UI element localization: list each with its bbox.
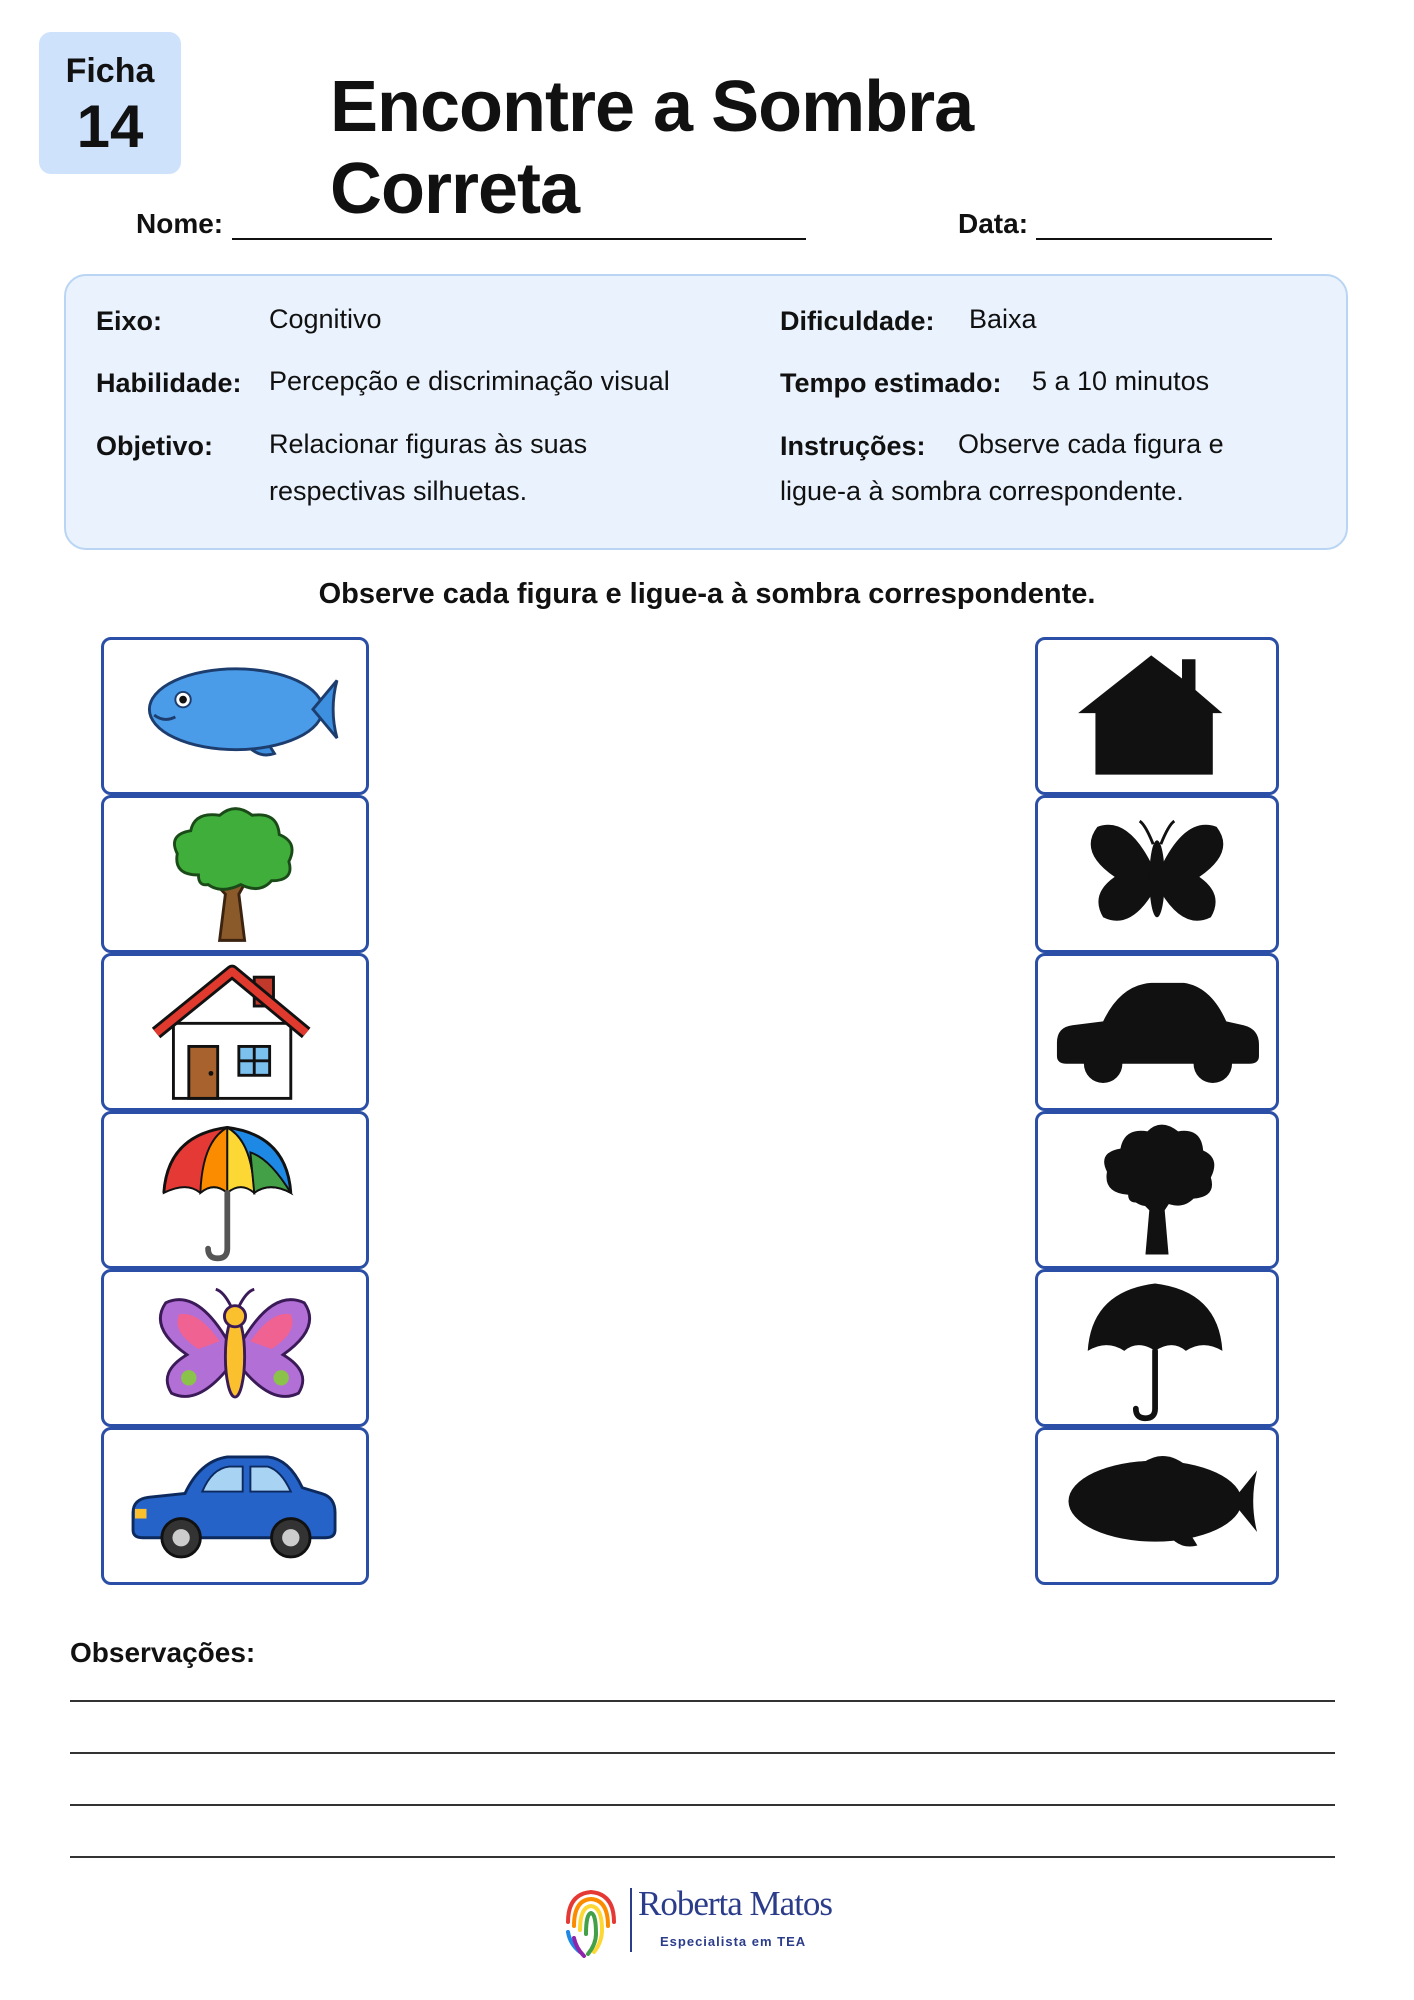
- badge-label: Ficha: [65, 52, 155, 90]
- observacoes-label: Observações:: [70, 1637, 256, 1668]
- fish-shadow-icon: [1038, 1430, 1276, 1582]
- logo-divider: [630, 1888, 632, 1952]
- observacoes-line[interactable]: [70, 1856, 1335, 1858]
- dificuldade-label: Dificuldade:: [780, 306, 935, 336]
- tempo-value: 5 a 10 minutos: [1032, 366, 1210, 396]
- house-icon: [104, 956, 366, 1108]
- habilidade-value: Percepção e discriminação visual: [269, 366, 670, 396]
- shadow-card-umbrella[interactable]: [1035, 1269, 1279, 1427]
- house-shadow-icon: [1038, 640, 1276, 792]
- figure-card-butterfly[interactable]: [101, 1269, 369, 1427]
- tempo-label: Tempo estimado:: [780, 368, 1002, 398]
- date-label: Data:: [958, 208, 1029, 239]
- figure-card-house[interactable]: [101, 953, 369, 1111]
- shadow-card-house[interactable]: [1035, 637, 1279, 795]
- shadow-card-fish[interactable]: [1035, 1427, 1279, 1585]
- umbrella-icon: [104, 1114, 366, 1266]
- fish-icon: [104, 640, 366, 792]
- butterfly-shadow-icon: [1038, 798, 1276, 950]
- instrucoes-value-line1: Observe cada figura e: [958, 429, 1224, 459]
- observacoes-line[interactable]: [70, 1752, 1335, 1754]
- dificuldade-value: Baixa: [969, 304, 1037, 334]
- logo-name: Roberta Matos: [638, 1884, 833, 1923]
- umbrella-shadow-icon: [1038, 1272, 1276, 1424]
- objetivo-label: Objetivo:: [96, 431, 214, 461]
- objetivo-value-line1: Relacionar figuras às suas: [269, 429, 588, 459]
- date-field[interactable]: [1036, 238, 1272, 240]
- info-box: [64, 274, 1348, 550]
- logo-tagline: Especialista em TEA: [660, 1934, 807, 1949]
- objetivo-value-line2: respectivas silhuetas.: [269, 476, 528, 506]
- figure-card-tree[interactable]: [101, 795, 369, 953]
- tree-shadow-icon: [1038, 1114, 1276, 1266]
- instrucoes-value-line2: ligue-a à sombra correspondente.: [780, 476, 1184, 506]
- observacoes-line[interactable]: [70, 1804, 1335, 1806]
- eixo-label: Eixo:: [96, 306, 163, 336]
- car-icon: [104, 1430, 366, 1582]
- badge-number: 14: [76, 93, 144, 160]
- eixo-value: Cognitivo: [269, 304, 382, 334]
- brand-logo: [560, 1882, 860, 1962]
- instrucoes-label: Instruções:: [780, 431, 926, 461]
- butterfly-icon: [104, 1272, 366, 1424]
- activity-instruction: Observe cada figura e ligue-a à sombra correspondente.: [318, 578, 1096, 610]
- habilidade-label: Habilidade:: [96, 368, 242, 398]
- shadow-card-butterfly[interactable]: [1035, 795, 1279, 953]
- tree-icon: [104, 798, 366, 950]
- fingerprint-logo-icon: [560, 1882, 622, 1960]
- figure-card-umbrella[interactable]: [101, 1111, 369, 1269]
- page-title: Encontre a Sombra Correta: [330, 67, 974, 229]
- figure-card-car[interactable]: [101, 1427, 369, 1585]
- figure-card-fish[interactable]: [101, 637, 369, 795]
- shadow-card-car[interactable]: [1035, 953, 1279, 1111]
- car-shadow-icon: [1038, 956, 1276, 1108]
- observacoes-line[interactable]: [70, 1700, 1335, 1702]
- name-field[interactable]: [232, 238, 806, 240]
- name-label: Nome:: [136, 208, 224, 239]
- shadow-card-tree[interactable]: [1035, 1111, 1279, 1269]
